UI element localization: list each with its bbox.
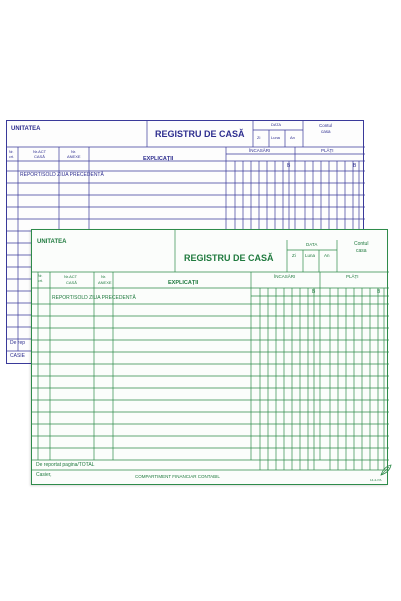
nr-act-casa-label: CASĂ [66, 280, 77, 285]
data-label: DATA [306, 242, 318, 247]
zi-label: Zi [292, 253, 296, 258]
nr-anexe-label: Nr. [101, 274, 107, 279]
leaf-icon [379, 463, 393, 477]
register-title: REGISTRU DE CASĂ [184, 253, 274, 263]
contul-casa-label: casa [321, 129, 331, 134]
b-column-label-2: B [377, 289, 381, 295]
contul-label: Contul [319, 123, 333, 128]
explicatii-header: EXPLICAȚII [168, 280, 199, 286]
zi-label: Zi [257, 135, 261, 140]
nr-anexe-label: Nr. [71, 149, 77, 154]
nr-crt-label: Nr. [38, 274, 43, 278]
report-sold-row: REPORT/SOLD ZIUA PRECEDENTĂ [20, 172, 104, 178]
nr-act-label: Nr.ACT [33, 149, 47, 154]
luna-label: Luna [271, 135, 280, 140]
nr-crt-label-2: crt. [38, 279, 43, 283]
nr-act-casa-label: CASĂ [34, 154, 45, 159]
b-column-label: B [312, 289, 316, 295]
unitatea-label: UNITATEA [11, 126, 41, 132]
incasari-header: ÎNCASĂRI [274, 274, 296, 279]
incasari-header: ÎNCASĂRI [249, 148, 271, 153]
footer-casier: CASIE [10, 353, 26, 359]
plati-header: PLĂȚI [321, 148, 334, 153]
b-column-label-2: B [353, 163, 357, 169]
nr-anexe-label-2: ANEXE [98, 280, 112, 285]
register-front-grid-lines [32, 230, 389, 486]
explicatii-header: EXPLICAȚII [143, 156, 174, 162]
contul-casa-label: casa [356, 248, 367, 254]
form-code: 14-4-7/A [370, 478, 382, 482]
nr-crt-label: Nr. [9, 150, 14, 154]
an-label: An [324, 253, 330, 258]
data-label: DATA [271, 122, 282, 127]
an-label: An [290, 135, 295, 140]
plati-header: PLĂȚI [346, 274, 359, 279]
register-sheet-front [31, 229, 388, 485]
nr-anexe-label-2: ANEXE [67, 154, 81, 159]
nr-act-label: Nr.ACT [64, 274, 78, 279]
luna-label: Luna [305, 253, 316, 258]
footer-compartiment: COMPARTIMENT FINANCIAR CONTABIL [135, 474, 220, 479]
register-title: REGISTRU DE CASĂ [155, 129, 245, 139]
nr-crt-label-2: crt. [9, 155, 14, 159]
unitatea-label: UNITATEA [37, 239, 67, 245]
footer-reportat: De rep [10, 340, 26, 346]
b-column-label: B [287, 163, 291, 169]
footer-reportat-total: De reportat pagina/TOTAL [36, 462, 95, 468]
report-sold-row: REPORT/SOLD ZIUA PRECEDENTĂ [52, 295, 136, 301]
footer-casier: Casier, [36, 472, 52, 478]
contul-label: Contul [354, 241, 369, 247]
